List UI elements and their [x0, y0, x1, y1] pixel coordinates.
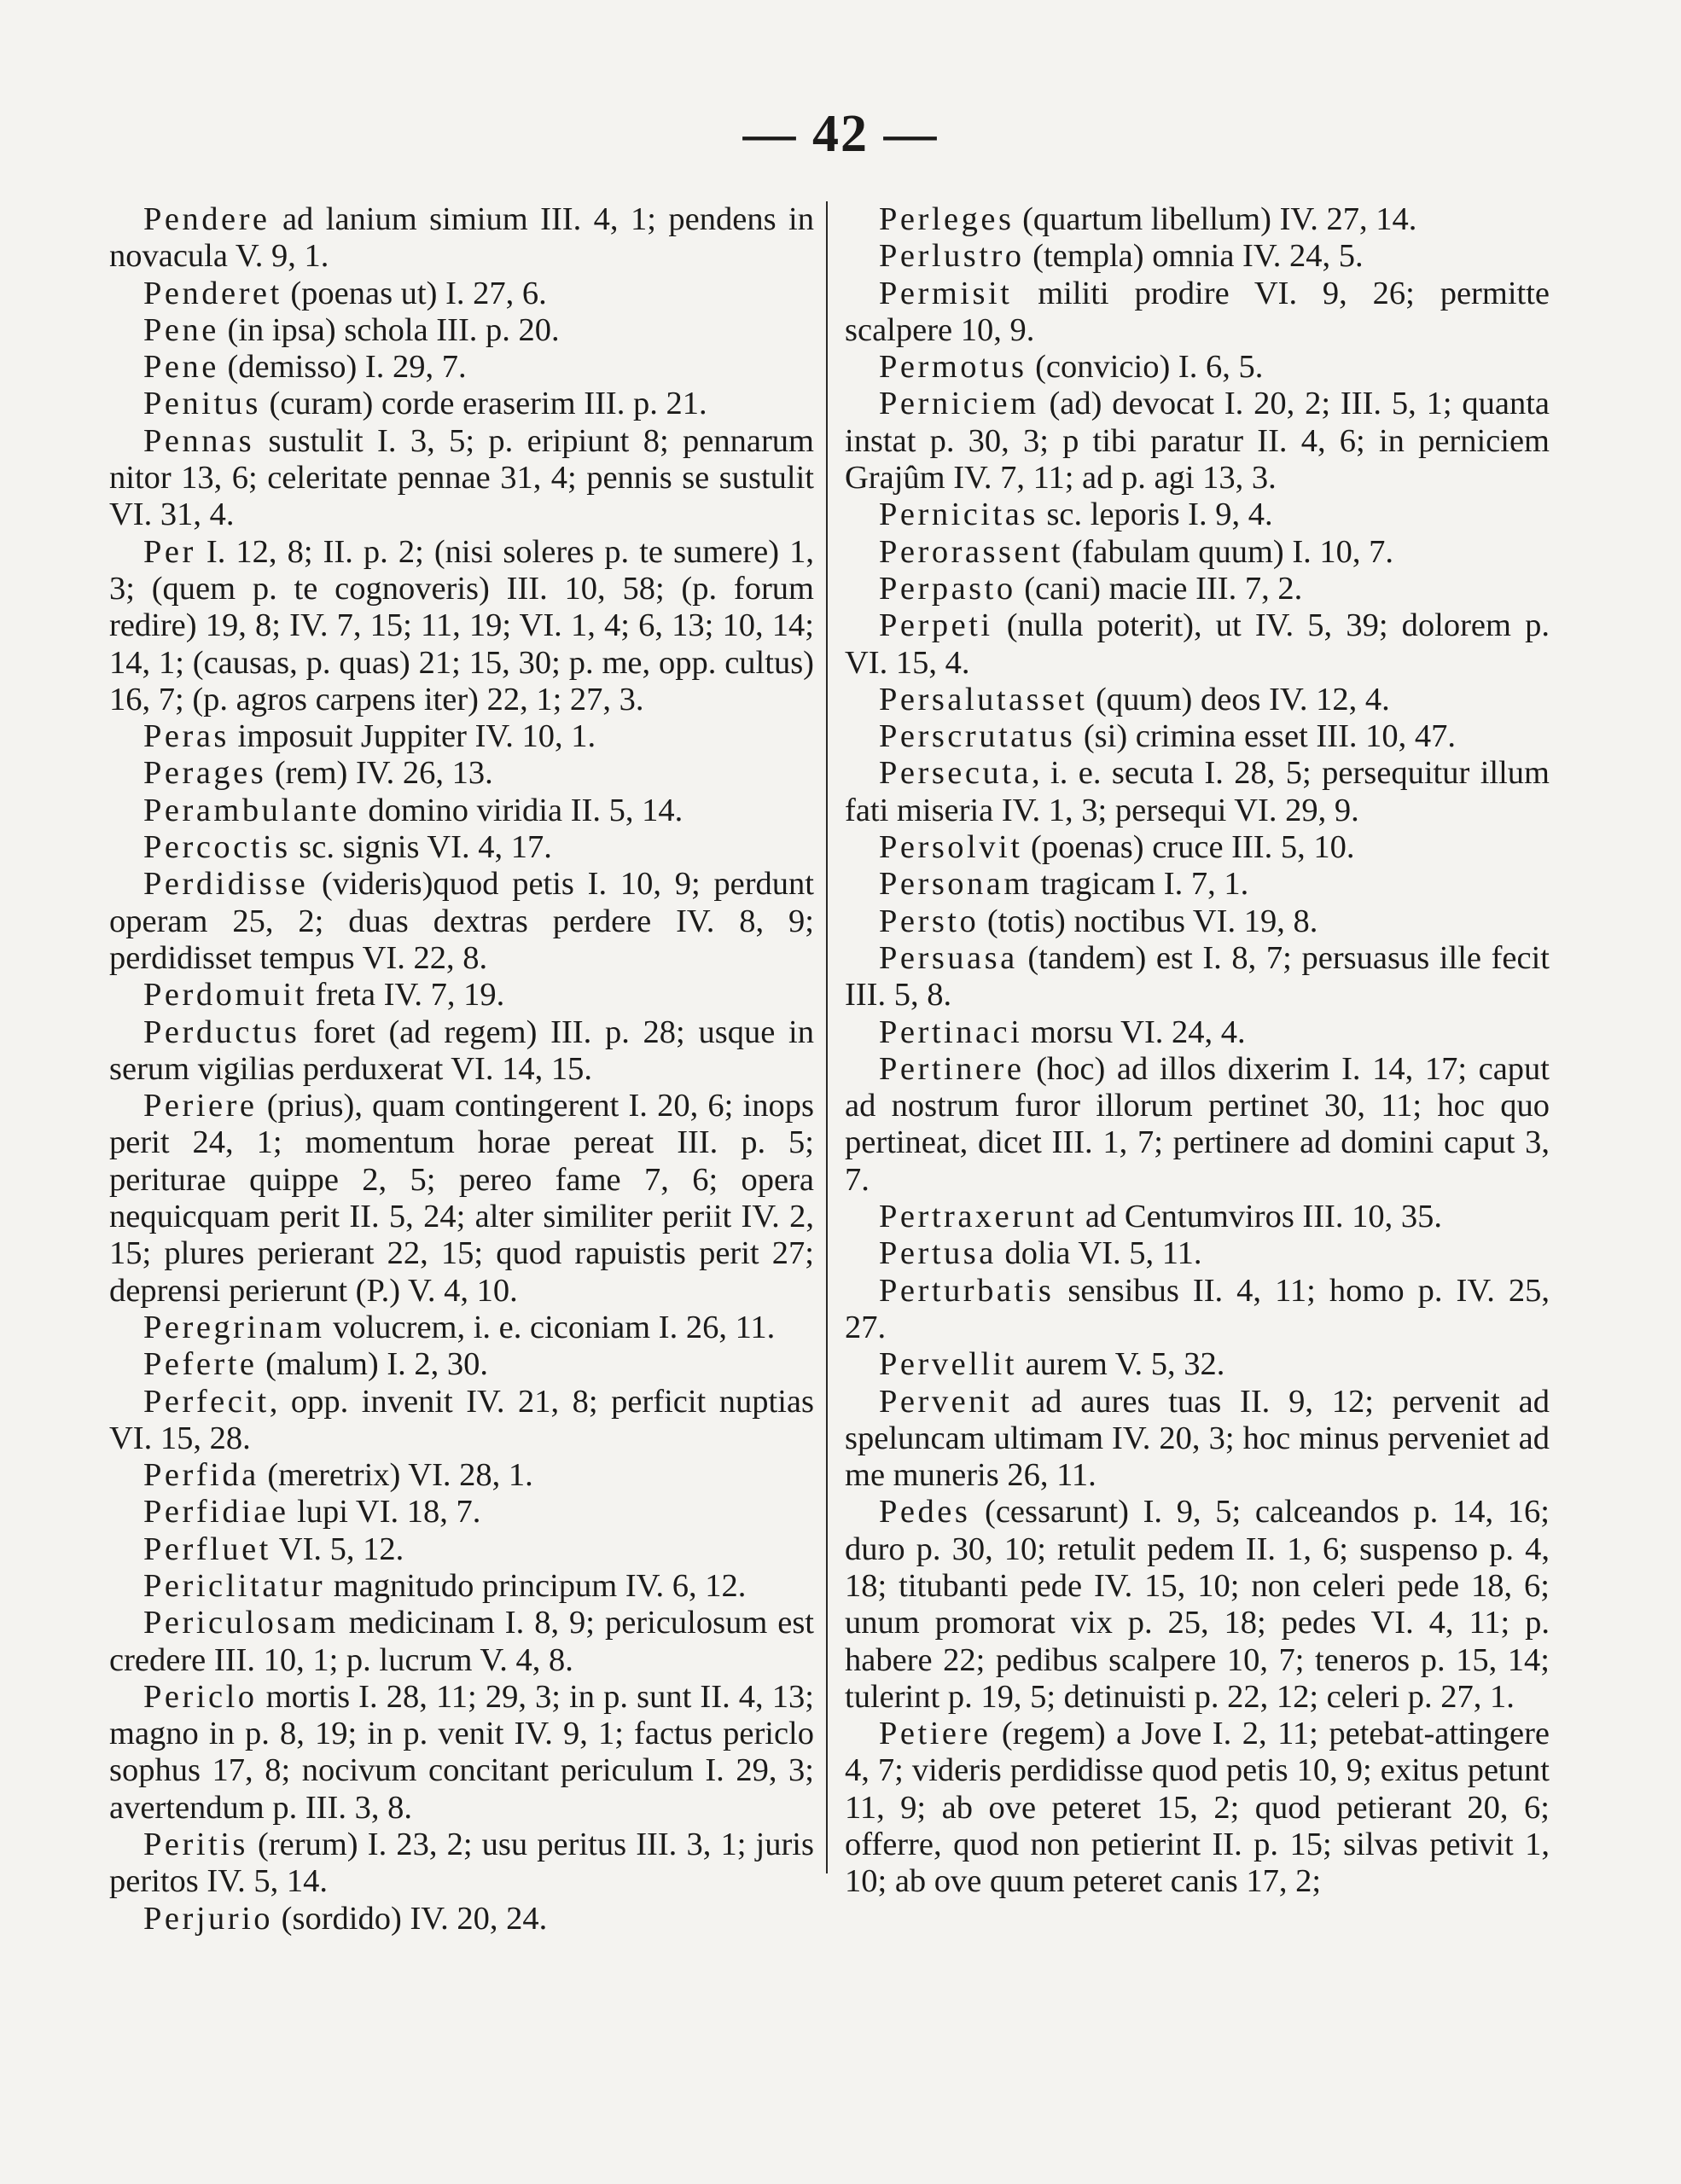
index-entry: [109, 312, 814, 349]
index-entry: [845, 940, 1550, 1014]
headword: Pene: [143, 349, 219, 386]
entry-text: volucrem, i. e. ciconiam I. 26, 11.: [324, 1309, 776, 1345]
index-entry: [845, 682, 1550, 718]
headword: Personam: [879, 866, 1032, 903]
headword: Per: [143, 533, 196, 570]
entry-text: ad lanium simium III. 4, 1; pendens in novacula V. 9, 1.: [109, 201, 814, 275]
index-entry: [109, 1014, 814, 1089]
entry-text: (cessarunt) I. 9, 5; calceandos p. 14, 16; duro p. 30, 10; retulit pedem II. 1, 6; suspenso p. 4, 18; titubanti pede IV. 15, 10; non celeri pede 18, 6; unum promorat vix p. 25, 18; pedes VI. 4, 11; p. habere 22; pedibus scalpere 10, 7; teneros p. 15, 14; tulerint p. 19, 5; detinuisti p. 22, 12; celeri p. 27, 1.: [845, 1494, 1550, 1715]
index-entry: [109, 1346, 814, 1383]
index-entry: [109, 718, 814, 755]
headword: Perniciem: [879, 386, 1039, 422]
entry-text: domino viridia II. 5, 14.: [359, 792, 683, 828]
index-entry: [845, 1346, 1550, 1383]
index-entry: [109, 1494, 814, 1531]
index-entry: [109, 1605, 814, 1679]
headword: Pedes: [879, 1494, 971, 1531]
headword: Peregrinam: [143, 1309, 325, 1345]
index-entry: [109, 829, 814, 866]
entry-text: militi prodire VI. 9, 26; permitte scalpere 10, 9.: [845, 275, 1550, 348]
index-entry: [109, 276, 814, 312]
entry-text: (sordido) IV. 20, 24.: [273, 1900, 548, 1937]
entry-text: (convicio) I. 6, 5.: [1027, 349, 1264, 386]
headword: Peritis: [143, 1827, 248, 1863]
index-entry: [109, 534, 814, 718]
entry-text: (fabulam quum) I. 10, 7.: [1062, 533, 1394, 570]
headword: Peferte: [143, 1346, 258, 1383]
entry-text: (rerum) I. 23, 2; usu peritus III. 3, 1; juris peritos IV. 5, 14.: [109, 1827, 814, 1900]
entry-text: (totis) noctibus VI. 19, 8.: [979, 903, 1318, 939]
entry-text: sensibus II. 4, 11; homo p. IV. 25, 27.: [845, 1272, 1550, 1345]
entry-text: magnitudo principum IV. 6, 12.: [325, 1567, 747, 1604]
entry-text: (cani) macie III. 7, 2.: [1015, 570, 1303, 607]
entry-text: (quartum libellum) IV. 27, 14.: [1014, 201, 1417, 237]
index-entry: [109, 977, 814, 1014]
index-entry: [845, 755, 1550, 829]
entry-text: (poenas) cruce III. 5, 10.: [1022, 829, 1355, 866]
index-entry: [109, 1310, 814, 1346]
index-entry: [845, 607, 1550, 682]
entry-text: (tandem) est I. 8, 7; persuasus ille fecit III. 5, 8.: [845, 939, 1550, 1014]
index-entry: [845, 718, 1550, 755]
entry-text: VI. 5, 12.: [270, 1531, 404, 1567]
headword: Perpeti: [879, 607, 993, 644]
headword: Perfida: [143, 1457, 259, 1494]
entry-text: sustulit I. 3, 5; p. eripiunt 8; pennarum nitor 13, 6; celeritate pennae 31, 4; pennis se sustulit VI. 31, 4.: [109, 422, 814, 533]
index-entry: [845, 1199, 1550, 1235]
headword: Pertinere: [879, 1050, 1025, 1087]
headword: Pennas: [143, 422, 255, 459]
entry-text: ad Centumviros III. 10, 35.: [1077, 1199, 1443, 1235]
index-entry: [109, 1827, 814, 1901]
column-divider: [826, 201, 828, 1873]
headword: Pertusa: [879, 1235, 997, 1272]
index-entry: [109, 1088, 814, 1310]
headword: Permotus: [879, 349, 1027, 386]
headword: Permisit: [879, 275, 1013, 311]
headword: Persto: [879, 903, 980, 939]
entry-text: I. 12, 8; II. p. 2; (nisi soleres p. te sumere) 1, 3; (quem p. te cognoveris) III. 10, 58; (p. forum redire) 19, 8; IV. 7, 15; 11, 19; VI. 1, 4; 6, 13; 10, 14; 14, 1; (causas, p. quas) 21; 15, 30; p. me, opp. cultus) 16, 7; (p. agros carpens iter) 22, 1; 27, 3.: [109, 533, 814, 717]
entry-text: (hoc) ad illos dixerim I. 14, 17; caput ad nostrum furor illorum pertinet 30, 11; hoc quo pertineat, dicet III. 1, 7; pertinere ad domini caput 3, 7.: [845, 1050, 1550, 1198]
index-entry: [109, 1901, 814, 1937]
entry-text: morsu VI. 24, 4.: [1022, 1014, 1246, 1050]
entry-text: medicinam I. 8, 9; periculosum est credere III. 10, 1; p. lucrum V. 4, 8.: [109, 1605, 814, 1678]
index-entry: [845, 866, 1550, 903]
headword: Pertraxerunt: [879, 1199, 1078, 1235]
index-entry: [845, 1384, 1550, 1495]
headword: Perscrutatus: [879, 718, 1076, 755]
entry-text: freta IV. 7, 19.: [306, 977, 505, 1014]
index-entry: [109, 386, 814, 422]
headword: Percoctis: [143, 829, 291, 866]
entry-text: (ad) devocat I. 20, 2; III. 5, 1; quanta instat p. 30, 3; p tibi paratur II. 4, 6; in perniciem Grajûm IV. 7, 11; ad p. agi 13, 3.: [845, 386, 1550, 497]
entry-text: lupi VI. 18, 7.: [288, 1494, 481, 1531]
index-entry: [845, 571, 1550, 607]
index-entry: [109, 1531, 814, 1568]
headword: Perjurio: [143, 1900, 274, 1937]
entry-text: tragicam I. 7, 1.: [1032, 866, 1249, 903]
headword: Persalutasset: [879, 681, 1088, 717]
entry-text: (videris)quod petis I. 10, 9; perdunt operam 25, 2; duas dextras perdere IV. 8, 9; perdidisset tempus VI. 22, 8.: [109, 866, 814, 976]
entry-text: imposuit Juppiter IV. 10, 1.: [229, 718, 596, 755]
headword: Perorassent: [879, 533, 1063, 570]
headword: Pertinaci: [879, 1014, 1023, 1050]
headword: Periclo: [143, 1678, 258, 1715]
headword: Perpasto: [879, 570, 1016, 607]
headword: Perfecit: [143, 1383, 270, 1420]
index-entry: [845, 1235, 1550, 1272]
entry-text: sc. signis VI. 4, 17.: [290, 829, 552, 866]
headword: Persecuta: [879, 755, 1032, 792]
index-entry: [109, 423, 814, 534]
index-entry: [109, 793, 814, 829]
headword: Periculosam: [143, 1605, 339, 1641]
headword: Pervellit: [879, 1346, 1017, 1383]
entry-text: foret (ad regem) III. p. 28; usque in serum vigilias perduxerat VI. 14, 15.: [109, 1014, 814, 1087]
index-entry: [109, 349, 814, 386]
index-entry: [109, 201, 814, 276]
headword: Perductus: [143, 1014, 300, 1050]
headword: Penderet: [143, 275, 282, 311]
headword: Persuasa: [879, 939, 1018, 976]
index-entry: [109, 1679, 814, 1827]
entry-text: sc. leporis I. 9, 4.: [1038, 497, 1273, 533]
headword: Periclitatur: [143, 1567, 326, 1604]
headword: Peras: [143, 718, 230, 755]
index-entry: [845, 1494, 1550, 1716]
index-entry: [845, 238, 1550, 275]
headword: Perturbatis: [879, 1272, 1055, 1309]
headword: Periere: [143, 1088, 258, 1124]
entry-text: dolia VI. 5, 11.: [996, 1235, 1202, 1272]
headword: Perambulante: [143, 792, 360, 828]
index-entry: [109, 755, 814, 792]
index-entry: [845, 201, 1550, 238]
headword: Perleges: [879, 201, 1015, 237]
headword: Pendere: [143, 201, 270, 237]
index-entry: [845, 1014, 1550, 1051]
entry-text: , i. e. secuta I. 28, 5; persequitur illum fati miseria IV. 1, 3; persequi VI. 29, 9.: [845, 755, 1550, 828]
entry-text: (si) crimina esset III. 10, 47.: [1075, 718, 1457, 755]
headword: Perfluet: [143, 1531, 271, 1567]
left-column: [109, 201, 814, 1937]
index-entry: [109, 866, 814, 977]
entry-text: (malum) I. 2, 30.: [257, 1346, 489, 1383]
index-entry: [109, 1384, 814, 1458]
index-entry: [845, 497, 1550, 533]
entry-text: (regem) a Jove I. 2, 11; petebat-attingere 4, 7; videris perdidisse quod petis 10, 9; exitus petunt 11, 9; ab ove peteret 15, 2; quod petierant 20, 6; offerre, quod non petierint II. p. 15; silvas petivit 1, 10; ab ove quum peteret canis 17, 2;: [845, 1716, 1550, 1900]
headword: Pervenit: [879, 1383, 1013, 1420]
index-entry: [845, 829, 1550, 866]
entry-text: (curam) corde eraserim III. p. 21.: [260, 386, 707, 422]
entry-text: ad aures tuas II. 9, 12; pervenit ad speluncam ultimam IV. 20, 3; hoc minus perveniet ad me muneris 26, 11.: [845, 1383, 1550, 1494]
headword: Perages: [143, 755, 267, 792]
headword: Pernicitas: [879, 497, 1038, 533]
headword: Persolvit: [879, 829, 1023, 866]
headword: Perdomuit: [143, 977, 307, 1014]
entry-text: , opp. invenit IV. 21, 8; perficit nuptias VI. 15, 28.: [109, 1383, 814, 1456]
entry-text: mortis I. 28, 11; 29, 3; in p. sunt II. 4, 13; magno in p. 8, 19; in p. venit IV. 9, 1; factus periclo sophus 17, 8; nocivum concitant periculum I. 29, 3; avertendum p. III. 3, 8.: [109, 1678, 814, 1826]
entry-text: (quum) deos IV. 12, 4.: [1087, 681, 1390, 717]
index-entry: [845, 276, 1550, 350]
index-entry: [109, 1457, 814, 1494]
right-column: [845, 201, 1550, 1901]
index-entry: [845, 349, 1550, 386]
index-entry: [845, 1051, 1550, 1199]
headword: Penitus: [143, 386, 261, 422]
index-entry: [109, 1568, 814, 1605]
entry-text: (templa) omnia IV. 24, 5.: [1024, 238, 1364, 275]
index-entry: [845, 1716, 1550, 1900]
entry-text: (in ipsa) schola III. p. 20.: [218, 311, 560, 348]
entry-text: (poenas ut) I. 27, 6.: [282, 275, 547, 311]
entry-text: (meretrix) VI. 28, 1.: [259, 1457, 533, 1494]
headword: Perfidiae: [143, 1494, 289, 1531]
index-entry: [845, 386, 1550, 497]
entry-text: aurem V. 5, 32.: [1016, 1346, 1225, 1383]
index-entry: [845, 903, 1550, 940]
entry-text: (nulla poterit), ut IV. 5, 39; dolorem p. VI. 15, 4.: [845, 607, 1550, 681]
headword: Petiere: [879, 1716, 992, 1752]
page-number: — 42 —: [742, 105, 939, 163]
index-entry: [845, 1273, 1550, 1347]
entry-text: (rem) IV. 26, 13.: [266, 755, 493, 792]
headword: Perdidisse: [143, 866, 309, 903]
entry-text: (prius), quam contingerent I. 20, 6; inops perit 24, 1; momentum horae pereat III. p. 5; periturae quippe 2, 5; pereo fame 7, 6; opera nequicquam perit II. 5, 24; alter similiter periit IV. 2, 15; plures perierant 22, 15; quod rapuistis perit 27; deprensi perierunt (P.) V. 4, 10.: [109, 1088, 814, 1309]
entry-text: (demisso) I. 29, 7.: [218, 349, 467, 386]
index-entry: [845, 534, 1550, 571]
headword: Perlustro: [879, 238, 1025, 275]
headword: Pene: [143, 311, 219, 348]
